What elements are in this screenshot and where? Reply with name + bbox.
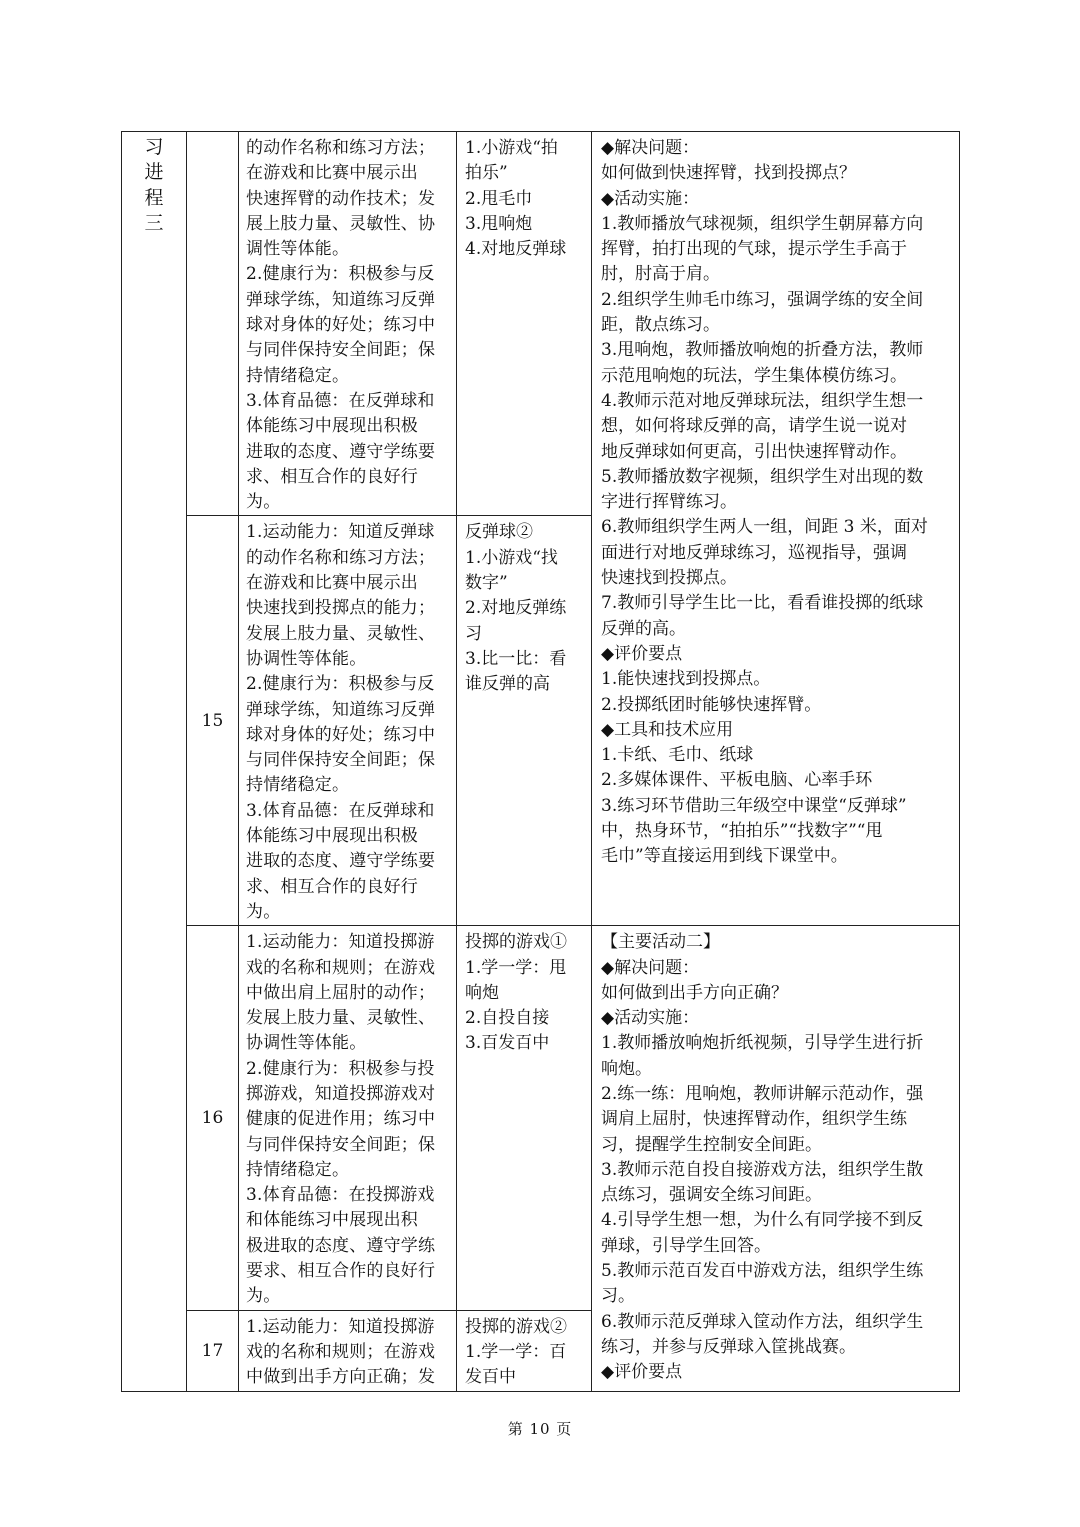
lesson-content-text: 1.小游戏“拍 拍乐” 2.甩毛巾 3.甩响炮 4.对地反弹球 xyxy=(465,138,567,260)
lesson-number: 15 xyxy=(201,710,224,731)
learning-goals-text: 的动作名称和练习方法； 在游戏和比赛中展示出 快速挥臂的动作技术；发 展上肢力量、灵敏性、协 调性等体能。 2.健康行为：积极参与反 弹球学练，知道练习反弹 球对身体的好处；练习中 与同伴保持安全间距；保 持情绪稳定。 3.体育品德：在反弹球和 体能练习中展现出积极 进取的态度、遵守学练要 求、相互合作的良好行 为。 xyxy=(246,138,436,513)
phase-label: 习进程三 xyxy=(144,136,164,234)
activity-text: ◆解决问题： 如何做到快速挥臂，找到投掷点？ ◆活动实施： 1.教师播放气球视频，组织学生朝屏幕方向 挥臂，拍打出现的气球，提示学生手高于 肘，肘高于肩。 2.组织学生帅毛巾练习，强调学练的安全间 距，散点练习。 3.甩响炮，教师播放响炮的折叠方法，教师 示范甩响炮的玩法，学生集体模仿练习。 4.教师示范对地反弹球玩法，组织学生想一 想，如何将球反弹的高，请学生说一说对 地反弹球如何更高，引出快速挥臂动作。 5.教师播放数字视频，组织学生对出现的数 字进行挥臂练习。 6.教师组织学生两人一组，间距 3 米，面对 面进行对地反弹球练习，巡视指导，强调 快速找到投掷点。 7.教师引导学生比一比，看看谁投掷的纸球 反弹的高。 ◆评价要点 1.能快速找到投掷点。 2.投掷纸团时能够快速挥臂。 ◆工具和技术应用 1.卡纸、毛巾、纸球 2.多媒体课件、平板电脑、心率手环 3.练习环节借助三年级空中课堂“反弹球” 中，热身环节，“拍拍乐”“找数字”“甩 毛巾”等直接运用到线下课堂中。 xyxy=(601,138,928,867)
lesson-content-text: 投掷的游戏① 1.学一学：甩 响炮 2.自投自接 3.百发百中 xyxy=(465,932,567,1054)
lesson-content-cell xyxy=(457,132,592,516)
lesson-content-text: 反弹球② 1.小游戏“找 数字” 2.对地反弹练 习 3.比一比：看 谁反弹的高 xyxy=(465,522,567,695)
lesson-content-text: 投掷的游戏② 1.学一学：百 发百中 xyxy=(465,1316,567,1388)
lesson-number-cell xyxy=(187,1310,239,1391)
lesson-content-cell xyxy=(457,516,592,926)
learning-goals-text: 1.运动能力：知道投掷游 戏的名称和规则；在游戏 中做到出手方向正确；发 xyxy=(246,1316,436,1388)
lesson-content-cell xyxy=(457,926,592,1310)
learning-goals-cell xyxy=(239,926,457,1310)
learning-goals-cell xyxy=(239,132,457,516)
lesson-plan-table xyxy=(121,131,960,1392)
activity-cell xyxy=(592,926,960,1391)
learning-goals-text: 1.运动能力：知道投掷游 戏的名称和规则；在游戏 中做出肩上屈肘的动作； 发展上肢力量、灵敏性、 协调性等体能。 2.健康行为：积极参与投 掷游戏，知道投掷游戏对 健康的促进作用；练习中 与同伴保持安全间距；保 持情绪稳定。 3.体育品德：在投掷游戏 和体能练习中展现出积 极进取的态度、遵守学练 要求、相互合作的良好行 为。 xyxy=(246,932,436,1307)
lesson-number-cell xyxy=(187,516,239,926)
lesson-number: 16 xyxy=(201,1107,224,1128)
activity-cell xyxy=(592,132,960,926)
activity-text: 【主要活动二】 ◆解决问题： 如何做到出手方向正确？ ◆活动实施： 1.教师播放响炮折纸视频，引导学生进行折 响炮。 2.练一练：甩响炮，教师讲解示范动作，强 调肩上屈肘，快速挥臂动作，组织学生练 习，提醒学生控制安全间距。 3.教师示范自投自接游戏方法，组织学生散 点练习，强调安全练习间距。 4.引导学生想一想，为什么有同学接不到反 弹球，引导学生回答。 5.教师示范百发百中游戏方法，组织学生练 习。 6.教师示范反弹球入筐动作方法，组织学生 练习，并参与反弹球入筐挑战赛。 ◆评价要点 xyxy=(601,932,924,1383)
table-row xyxy=(122,926,960,1310)
page-number: 第 10 页 xyxy=(507,1420,573,1438)
learning-goals-text: 1.运动能力：知道反弹球 的动作名称和练习方法； 在游戏和比赛中展示出 快速找到投掷点的能力； 发展上肢力量、灵敏性、 协调性等体能。 2.健康行为：积极参与反 弹球学练，知道练习反弹 球对身体的好处；练习中 与同伴保持安全间距；保 持情绪稳定。 3.体育品德：在反弹球和 体能练习中展现出积极 进取的态度、遵守学练要 求、相互合作的良好行 为。 xyxy=(246,522,436,922)
learning-goals-cell xyxy=(239,516,457,926)
lesson-number-cell xyxy=(187,926,239,1310)
phase-cell xyxy=(122,132,187,1392)
table-row xyxy=(122,132,960,516)
lesson-content-cell xyxy=(457,1310,592,1391)
lesson-number-cell xyxy=(187,132,239,516)
lesson-number: 17 xyxy=(201,1340,224,1361)
learning-goals-cell xyxy=(239,1310,457,1391)
